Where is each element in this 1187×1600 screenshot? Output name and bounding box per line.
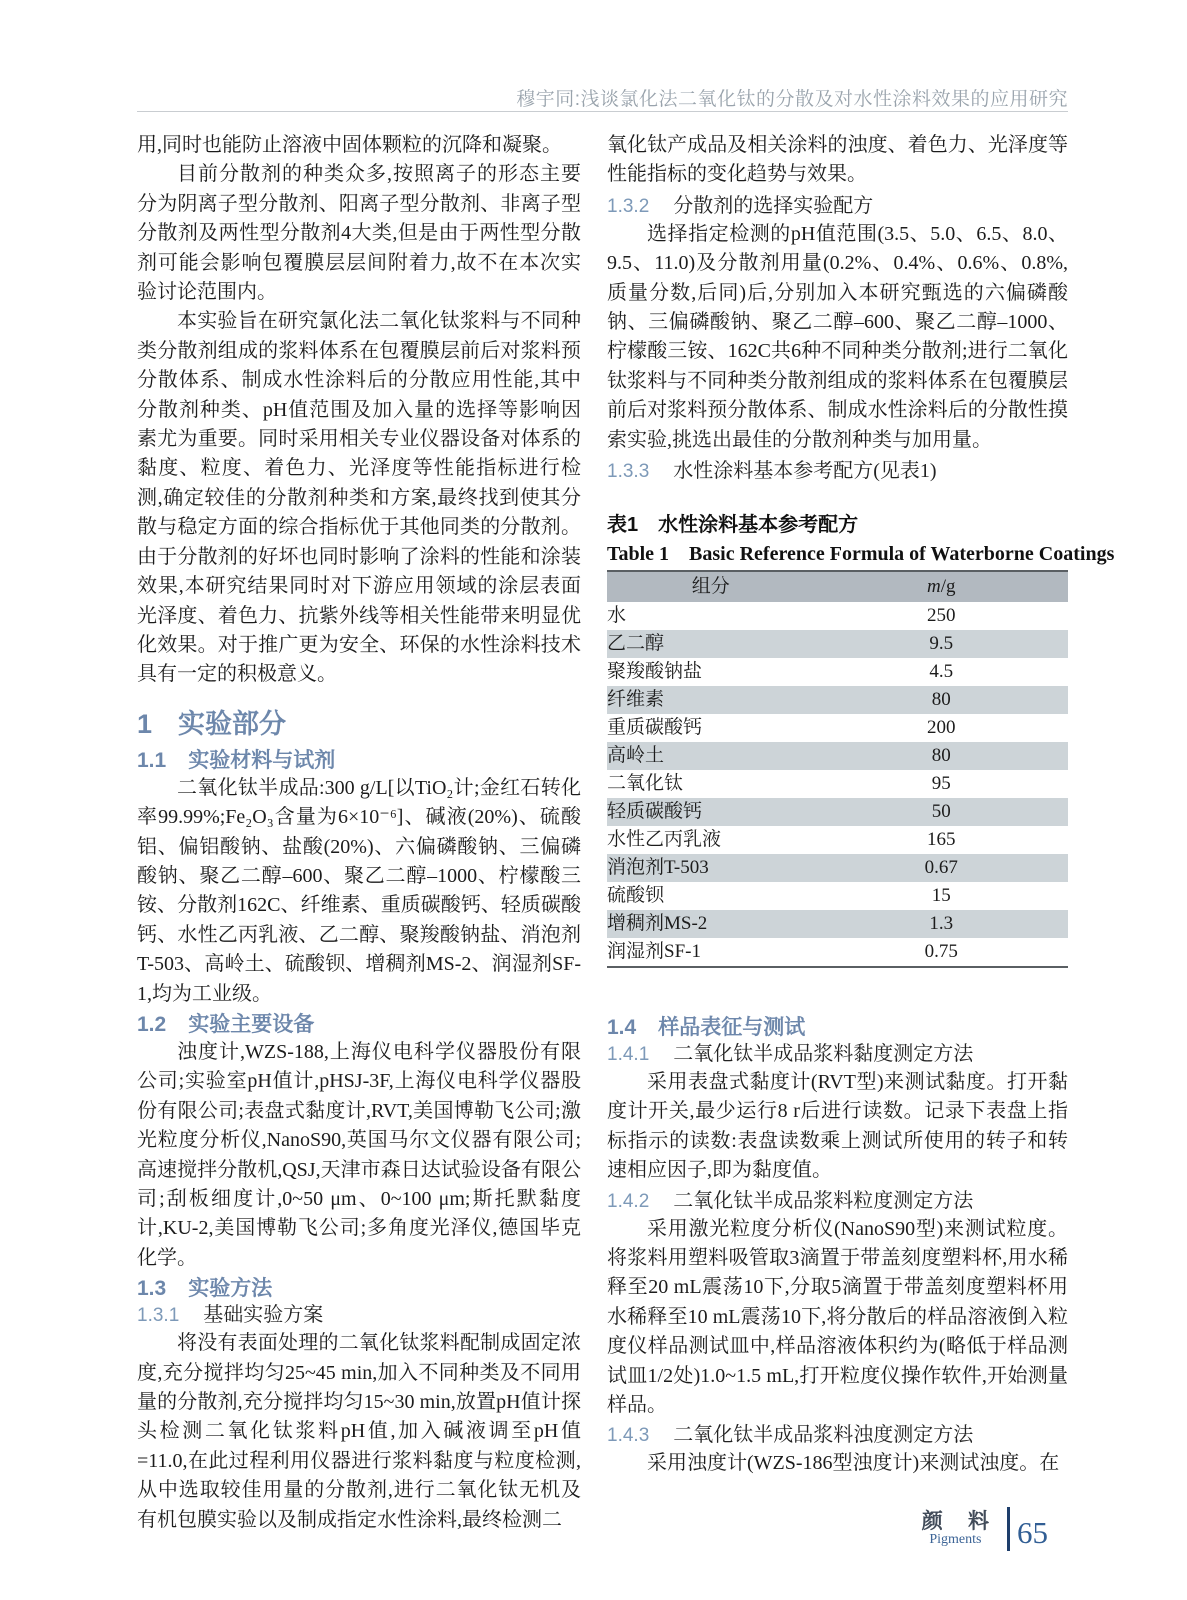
paragraph: 采用表盘式黏度计(RVT型)来测试黏度。打开黏度计开关,最少运行8 r后进行读数。记录下表盘上指标指示的读数:表盘读数乘上测试所使用的转子和转速相应因子,即为黏度值。 — [607, 1070, 1068, 1182]
journal-name-block — [912, 1510, 999, 1548]
section-number: 1.4.2 — [607, 1190, 650, 1212]
left-column — [137, 131, 581, 1535]
paragraph: 采用浊度计(WZS-186型浊度计)来测试浊度。在 — [647, 1452, 1060, 1475]
section-1-4-1-heading — [607, 1041, 1068, 1068]
paragraph: 目前分散剂的种类众多,按照离子的形态主要分为阴离子型分散剂、阳离子型分散剂、非离子型分散剂及两性型分散剂4大类,但是由于两性型分散剂可能会影响包覆膜层层间附着力,故不在本次实验讨论范围内。 — [137, 163, 581, 304]
table-row: 水性乙丙乳液 165 — [607, 828, 956, 850]
column-header-component: 组分 — [607, 571, 814, 602]
table-row: 聚羧酸钠盐 4.5 — [607, 660, 954, 682]
page-footer — [912, 1503, 1048, 1555]
section-title: 二氧化钛半成品浆料黏度测定方法 — [673, 1042, 974, 1065]
section-number: 1.3.2 — [607, 195, 650, 217]
section-number: 1.4.3 — [607, 1425, 650, 1447]
journal-name-en: Pigments — [929, 1532, 982, 1547]
table-row: 增稠剂MS-2 1.3 — [607, 910, 1068, 938]
section-number: 1.1 — [137, 748, 167, 772]
paragraph: 氧化钛产成品及相关涂料的浊度、着色力、光泽度等性能指标的变化趋势与效果。 — [607, 134, 1068, 186]
table-row: 水 250 — [607, 604, 956, 626]
right-column — [607, 131, 1115, 1479]
table-row: 轻质碳酸钙 50 — [607, 798, 1068, 826]
table-row: 硫酸钡 15 — [607, 884, 951, 906]
header-rule — [137, 111, 1068, 112]
paragraph: 二氧化钛半成品:300 g/L[以TiO₂计;金红石转化率99.99%;Fe₂O₃含量为6×10⁻⁶]、碱液(20%)、硫酸铝、偏铝酸钠、盐酸(20%)、六偏磷酸钠、三偏磷酸钠、聚乙二醇–600、聚乙二醇–1000、柠檬酸三铵、分散剂162C、纤维素、重质碳酸钙、轻质碳酸钙、水性乙丙乳液、乙二醇、聚羧酸钠盐、消泡剂T-503、高岭土、硫酸钡、增稠剂MS-2、润湿剂SF-1,均为工业级。 — [137, 776, 581, 1005]
section-number: 1.3.1 — [137, 1305, 180, 1327]
section-title: 二氧化钛半成品浆料浊度测定方法 — [673, 1424, 974, 1447]
paragraph: 本实验旨在研究氯化法二氧化钛浆料与不同种类分散剂组成的浆料体系在包覆膜层前后对浆料预分散体系、制成水性涂料后的分散应用性能,其中分散剂种类、pH值范围及加入量的选择等影响因素尤为重要。同时采用相关专业仪器设备对体系的黏度、粒度、着色力、光泽度等性能指标进行检测,确定较佳的分散剂种类和方案,最终找到使其分散与稳定方面的综合指标优于其他同类的分散剂。由于分散剂的好坏也同时影响了涂料的性能和涂装效果,本研究结果同时对下游应用领域的涂层表面光泽度、着色力、抗紫外线等相关性能带来明显优化效果。对于推广更为安全、环保的水性涂料技术具有一定的积极意义。 — [137, 310, 581, 686]
section-1-3-3-heading — [607, 458, 1068, 485]
section-number: 1.4.1 — [607, 1043, 650, 1065]
section-title: 实验主要设备 — [188, 1012, 315, 1036]
table-1-block — [607, 511, 1115, 968]
paragraph: 用,同时也能防止溶液中固体颗粒的沉降和凝聚。 — [137, 134, 562, 156]
section-title: 基础实验方案 — [203, 1304, 324, 1327]
footer-divider-bar — [1007, 1507, 1010, 1551]
section-1-3-2-heading — [607, 193, 1068, 220]
journal-name-cn: 颜 料 — [921, 1509, 999, 1533]
table-row: 乙二醇 9.5 — [607, 630, 1068, 658]
table-row: 润湿剂SF-1 0.75 — [607, 940, 958, 962]
section-1-3-1-heading — [137, 1302, 581, 1329]
section-1-1-heading — [137, 747, 581, 774]
section-1-heading — [137, 707, 581, 741]
section-number: 1.4 — [607, 1015, 637, 1039]
section-number: 1.2 — [137, 1012, 167, 1036]
section-title: 实验方法 — [188, 1277, 273, 1301]
section-title: 实验材料与试剂 — [188, 748, 336, 772]
section-1-4-3-heading — [607, 1422, 1068, 1449]
table-row: 高岭土 80 — [607, 742, 1068, 770]
section-title: 二氧化钛半成品浆料粒度测定方法 — [673, 1189, 974, 1212]
table-row: 纤维素 80 — [607, 686, 1068, 714]
section-title: 实验部分 — [178, 708, 287, 739]
table-header-row — [607, 571, 1068, 602]
paragraph: 选择指定检测的pH值范围(3.5、5.0、6.5、8.0、9.5、11.0)及分散剂用量(0.2%、0.4%、0.6%、0.8%,质量分数,后同)后,分别加入本研究甄选的六偏磷酸钠、三偏磷酸钠、聚乙二醇–600、聚乙二醇–1000、柠檬酸三铵、162C共6种不同种类分散剂;进行二氧化钛浆料与不同种类分散剂组成的浆料体系在包覆膜层前后对浆料预分散体系、制成水性涂料后的分散性摸索实验,挑选出最佳的分散剂种类与加用量。 — [607, 222, 1068, 451]
section-title: 水性涂料基本参考配方(见表1) — [673, 460, 937, 483]
section-1-4-heading — [607, 1014, 1068, 1041]
column-header-amount: m/g — [814, 571, 1068, 602]
formula-table — [607, 570, 1068, 968]
table-title-en: Table 1 Basic Reference Formula of Waterborne Coatings — [607, 543, 1115, 566]
section-1-4-2-heading — [607, 1188, 1068, 1215]
section-number: 1.3 — [137, 1277, 167, 1301]
paragraph: 采用激光粒度分析仪(NanoS90型)来测试粒度。将浆料用塑料吸管取3滴置于带盖刻度塑料杯,用水稀释至20 mL震荡10下,分取5滴置于带盖刻度塑料杯用水稀释至10 mL震荡10下,将分散后的样品溶液倒入粒度仪样品测试皿中,样品溶液体积约为(略低于样品测试皿1/2处)1.0~1.5 mL,打开粒度仪操作软件,开始测量样品。 — [607, 1217, 1068, 1416]
section-number: 1 — [137, 708, 153, 739]
section-number: 1.3.3 — [607, 461, 650, 483]
table-row: 重质碳酸钙 200 — [607, 716, 956, 738]
section-1-3-heading — [137, 1275, 581, 1302]
running-head: 穆宇同:浅谈氯化法二氧化钛的分散及对水性涂料效果的应用研究 — [516, 89, 1068, 110]
section-1-2-heading — [137, 1011, 581, 1038]
paragraph: 浊度计,WZS-188,上海仪电科学仪器股份有限公司;实验室pH值计,pHSJ-3F,上海仪电科学仪器股份有限公司;表盘式黏度计,RVT,美国博勒飞公司;激光粒度分析仪,NanoS90,英国马尔文仪器有限公司;高速搅拌分散机,QSJ,天津市森日达试验设备有限公司;刮板细度计,0~50 μm、0~100 μm;斯托默黏度计,KU-2,美国博勒飞公司;多角度光泽仪,德国毕克化学。 — [137, 1040, 581, 1269]
section-title: 分散剂的选择实验配方 — [673, 194, 874, 217]
paragraph: 将没有表面处理的二氧化钛浆料配制成固定浓度,充分搅拌均匀25~45 min,加入不同种类及不同用量的分散剂,充分搅拌均匀15~30 min,放置pH值计探头检测二氧化钛浆料pH值,加入碱液调至pH值=11.0,在此过程利用仪器进行浆料黏度与粒度检测,从中选取较佳用量的分散剂,进行二氧化钛无机及有机包膜实验以及制成指定水性涂料,最终检测二 — [137, 1332, 581, 1531]
table-row: 二氧化钛 95 — [607, 772, 951, 794]
table-row: 消泡剂T-503 0.67 — [607, 854, 1068, 882]
section-title: 样品表征与测试 — [658, 1015, 806, 1039]
table-title-cn: 表1 水性涂料基本参考配方 — [607, 514, 859, 537]
page-number: 65 — [1017, 1515, 1048, 1550]
